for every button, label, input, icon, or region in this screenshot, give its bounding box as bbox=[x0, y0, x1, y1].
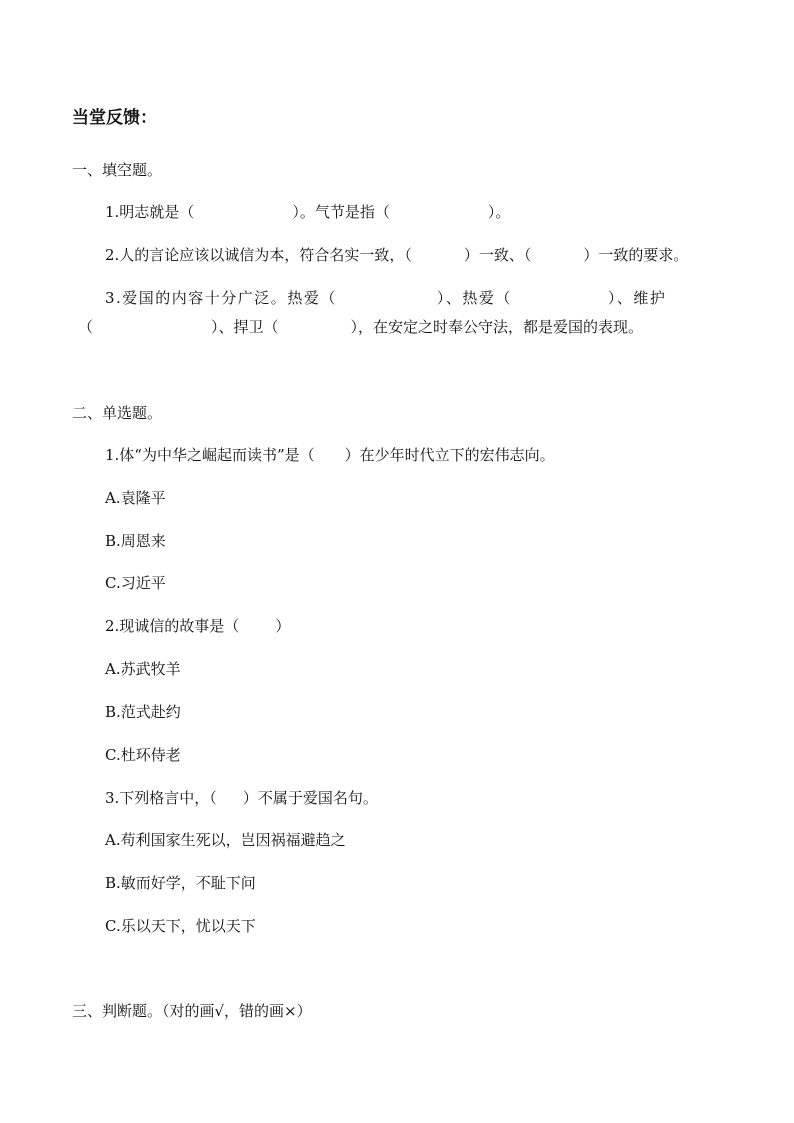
question-text: （ bbox=[78, 318, 94, 336]
question-text: ）一致、（ bbox=[463, 246, 532, 264]
option-b: B.敏而好学，不耻下问 bbox=[105, 874, 256, 892]
option-c: C.杜环侍老 bbox=[105, 746, 181, 764]
question-fill-3-line1 bbox=[105, 288, 666, 308]
option-c: C.习近平 bbox=[105, 574, 166, 592]
question-text: 2.现诚信的故事是（ bbox=[105, 617, 240, 635]
question-text: 3.爱国的内容十分广泛。热爱（ bbox=[105, 289, 337, 307]
section-heading-fill-blank: 一、填空题。 bbox=[72, 161, 163, 179]
option-c: C.乐以天下，忧以天下 bbox=[105, 917, 256, 935]
option-a: A.苏武牧羊 bbox=[105, 660, 181, 678]
option-b: B.周恩来 bbox=[105, 532, 166, 550]
option-a: A.袁隆平 bbox=[105, 489, 166, 507]
question-fill-3-line2 bbox=[78, 317, 643, 337]
question-text: ）在少年时代立下的宏伟志向。 bbox=[344, 446, 555, 464]
question-text: 3.下列格言中，（ bbox=[105, 789, 217, 807]
question-text: 1.明志就是（ bbox=[105, 203, 195, 221]
question-fill-2 bbox=[105, 245, 688, 265]
question-text: 1.体“为中华之崛起而读书”是（ bbox=[105, 446, 315, 464]
page-title: 当堂反馈： bbox=[72, 108, 157, 128]
question-choice-1-stem bbox=[105, 445, 555, 465]
option-b: B.范式赴约 bbox=[105, 703, 181, 721]
question-text: ）。 bbox=[487, 203, 511, 221]
question-fill-1 bbox=[105, 202, 510, 222]
section-heading-single-choice: 二、单选题。 bbox=[72, 404, 163, 422]
question-text: ）、热爱（ bbox=[436, 289, 512, 307]
question-text: ），在安定之时奉公守法，都是爱国的表现。 bbox=[350, 318, 644, 336]
question-text: ）、捍卫（ bbox=[211, 318, 279, 336]
question-choice-2-stem bbox=[105, 616, 290, 636]
question-text: ）、维护 bbox=[607, 289, 667, 307]
question-text: ）一致的要求。 bbox=[583, 246, 689, 264]
option-a: A.苟利国家生死以，岂因祸福避趋之 bbox=[105, 831, 346, 849]
section-heading-true-false: 三、判断题。（对的画√，错的画×） bbox=[72, 1002, 312, 1020]
question-text: ）不属于爱国名句。 bbox=[242, 789, 378, 807]
question-choice-3-stem bbox=[105, 788, 378, 808]
question-text: ） bbox=[275, 617, 291, 635]
question-text: 2.人的言论应该以诚信为本，符合名实一致，（ bbox=[105, 246, 412, 264]
question-text: ）。气节是指（ bbox=[292, 203, 390, 221]
